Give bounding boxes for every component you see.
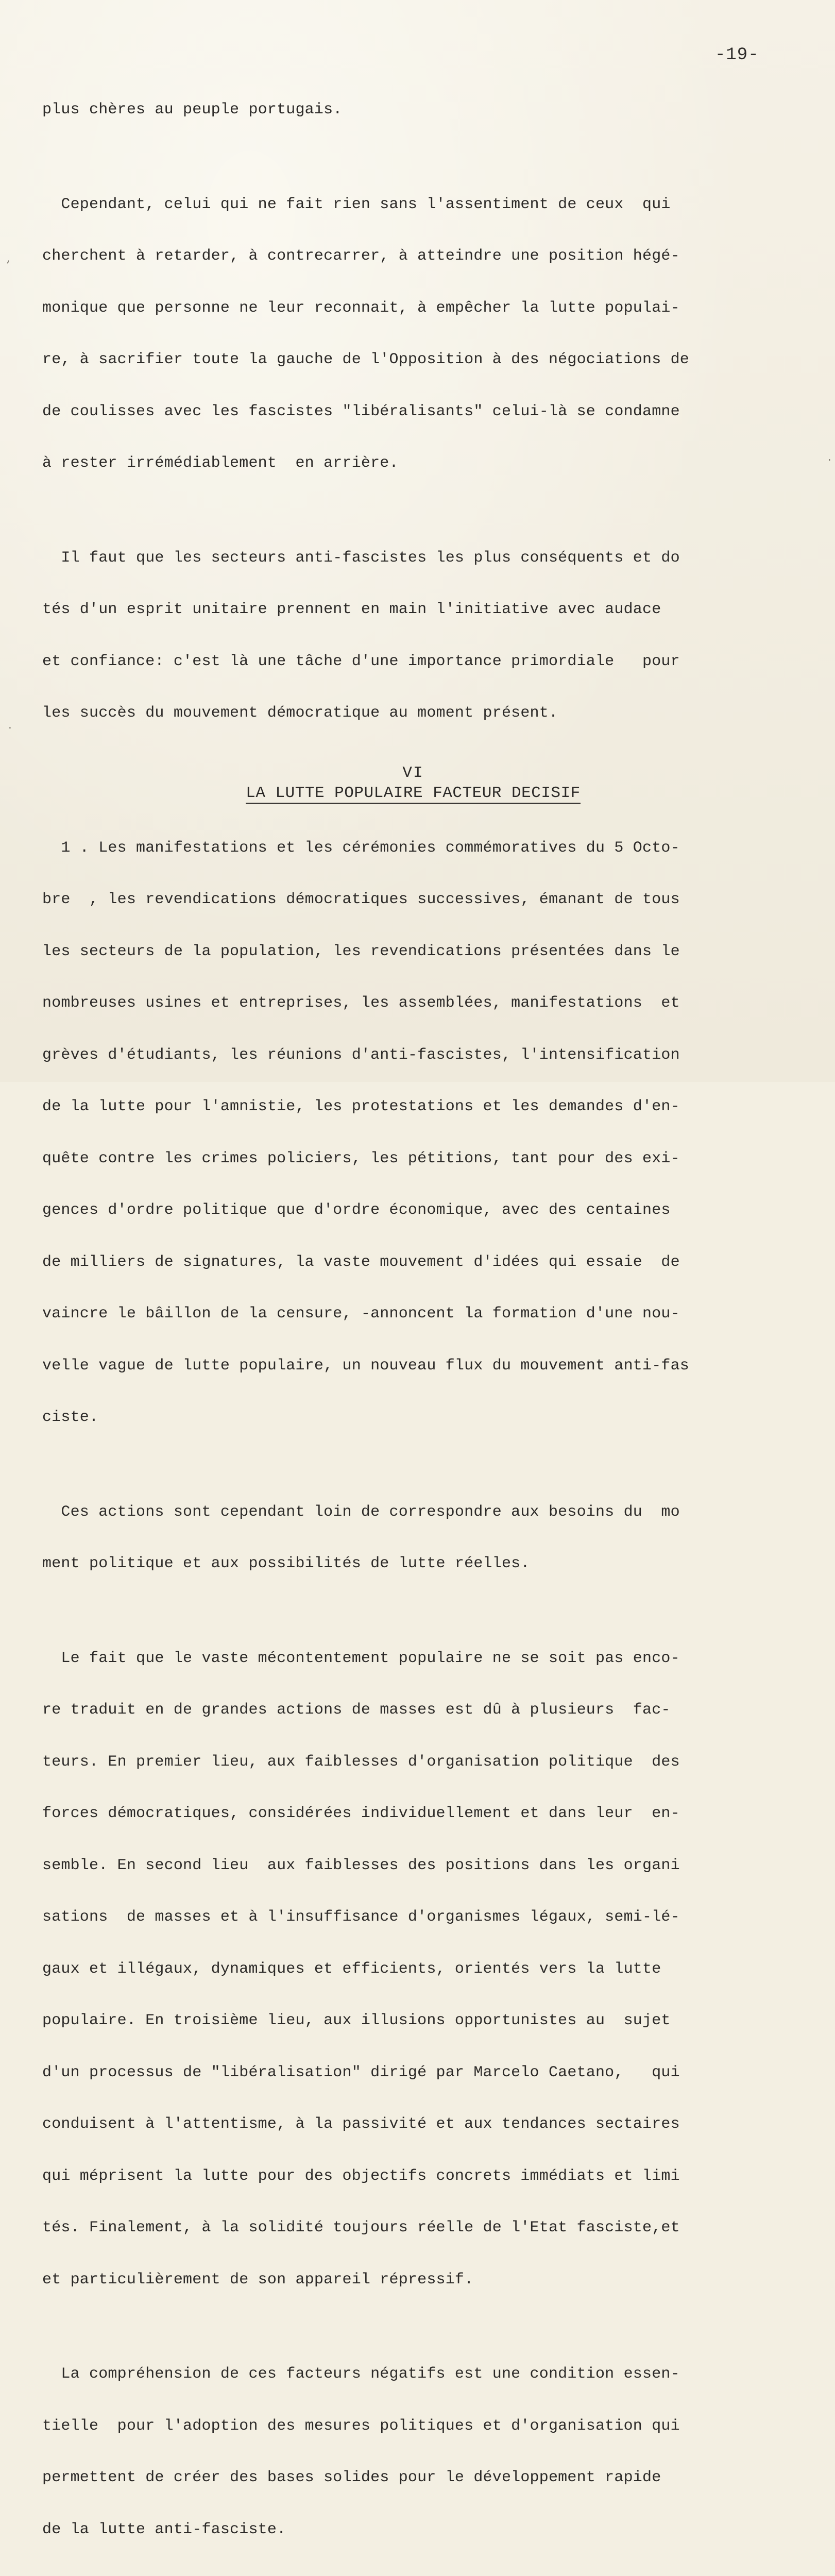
text-line: velle vague de lutte populaire, un nouveau flux du mouvement anti-fas	[42, 1357, 690, 1375]
text-line: qui méprisent la lutte pour des objectifs concrets immédiats et limi	[42, 2167, 680, 2185]
paragraph	[42, 2331, 784, 2573]
text-line: gaux et illégaux, dynamiques et efficients, orientés vers la lutte	[42, 1960, 661, 1978]
paragraph	[42, 162, 784, 507]
text-line: de milliers de signatures, la vaste mouvement d'idées qui essaie de	[42, 1253, 680, 1271]
text-line: et confiance: c'est là une tâche d'une importance primordiale pour	[42, 652, 680, 670]
text-line: et particulièrement de son appareil répressif.	[42, 2270, 474, 2289]
margin-mark: .	[7, 721, 13, 732]
margin-mark: .	[827, 453, 832, 464]
paragraph	[42, 67, 784, 154]
text-line: de la lutte pour l'amnistie, les protestations et les demandes d'en-	[42, 1098, 680, 1115]
text-line: les secteurs de la population, les revendications présentées dans le	[42, 942, 680, 960]
paragraph	[42, 515, 784, 757]
text-line: bre , les revendications démocratiques successives, émanant de tous	[42, 891, 680, 908]
text-line: tés d'un esprit unitaire prennent en main l'initiative avec audace	[42, 601, 661, 618]
text-line: nombreuses usines et entreprises, les assemblées, manifestations et	[42, 994, 680, 1012]
paragraph	[42, 1616, 784, 2324]
text-line: 1 . Les manifestations et les cérémonies commémoratives du 5 Octo-	[42, 839, 680, 857]
text-line: populaire. En troisième lieu, aux illusions opportunistes au sujet	[42, 2012, 671, 2029]
text-line: monique que personne ne leur reconnait, à empêcher la lutte populai-	[42, 299, 680, 317]
section-title	[42, 784, 784, 802]
text-line: vaincre le bâillon de la censure, -annoncent la formation d'une nou-	[42, 1305, 680, 1323]
page-number: -19-	[715, 45, 759, 65]
text-line: Il faut que les secteurs anti-fascistes les plus conséquents et do	[42, 549, 680, 567]
text-line: à rester irrémédiablement en arrière.	[42, 454, 399, 472]
text-line: cherchent à retarder, à contrecarrer, à atteindre une position hégé-	[42, 247, 680, 265]
text-line: quête contre les crimes policiers, les pétitions, tant pour des exi-	[42, 1149, 680, 1167]
text-line: Cependant, celui qui ne fait rien sans l'assentiment de ceux qui	[42, 195, 671, 213]
text-line: conduisent à l'attentisme, à la passivité et aux tendances sectaires	[42, 2115, 680, 2133]
text-line: Le fait que le vaste mécontentement populaire ne se soit pas enco-	[42, 1649, 680, 1667]
text-line: sations de masses et à l'insuffisance d'organismes légaux, semi-lé-	[42, 1908, 680, 1926]
text-line: gences d'ordre politique que d'ordre économique, avec des centaines	[42, 1201, 671, 1219]
margin-mark: ‘	[5, 260, 11, 270]
text-line: plus chères au peuple portugais.	[42, 101, 343, 118]
text-line: tielle pour l'adoption des mesures politiques et d'organisation qui	[42, 2417, 680, 2435]
paragraph	[42, 805, 784, 1461]
text-line: ciste.	[42, 1409, 99, 1426]
text-line: re traduit en de grandes actions de masses est dû à plusieurs fac-	[42, 1701, 671, 1719]
text-line: La compréhension de ces facteurs négatifs est une condition essen-	[42, 2365, 680, 2383]
section-title-text: LA LUTTE POPULAIRE FACTEUR DECISIF	[246, 784, 581, 804]
text-line: permettent de créer des bases solides pour le développement rapide	[42, 2469, 661, 2486]
text-line: tés. Finalement, à la solidité toujours réelle de l'Etat fasciste,et	[42, 2219, 680, 2236]
text-line: d'un processus de "libéralisation" dirigé par Marcelo Caetano, qui	[42, 2063, 680, 2081]
paragraph	[42, 1469, 784, 1607]
text-line: grèves d'étudiants, les réunions d'anti-fascistes, l'intensification	[42, 1046, 680, 1064]
section-number: VI	[402, 764, 424, 782]
text-line: re, à sacrifier toute la gauche de l'Opposition à des négociations de	[42, 351, 690, 368]
text-line: les succès du mouvement démocratique au moment présent.	[42, 704, 558, 722]
text-line: ment politique et aux possibilités de lutte réelles.	[42, 1555, 530, 1572]
text-line: de la lutte anti-fasciste.	[42, 2520, 286, 2538]
document-body	[42, 67, 784, 2576]
text-line: teurs. En premier lieu, aux faiblesses d'organisation politique des	[42, 1753, 680, 1771]
text-line: Ces actions sont cependant loin de correspondre aux besoins du mo	[42, 1503, 680, 1521]
text-line: forces démocratiques, considérées individuellement et dans leur en-	[42, 1805, 680, 1822]
text-line: de coulisses avec les fascistes "libéralisants" celui-là se condamne	[42, 402, 680, 420]
text-line: semble. En second lieu aux faiblesses des positions dans les organi	[42, 1856, 680, 1874]
